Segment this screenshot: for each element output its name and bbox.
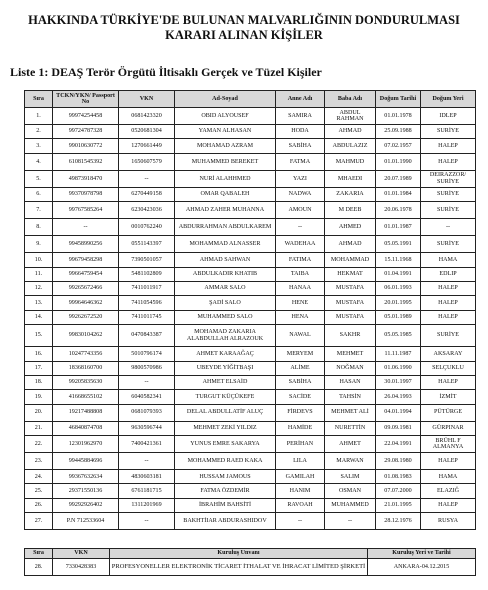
table-row bbox=[25, 236, 476, 253]
table-cell: IDLEP bbox=[421, 108, 476, 125]
table-cell: 7411011745 bbox=[119, 310, 175, 324]
table-cell: HALEP bbox=[421, 139, 476, 153]
table-cell: AHMED bbox=[325, 219, 376, 236]
column-header: VKN bbox=[53, 549, 110, 559]
table-cell: HALEP bbox=[421, 498, 476, 512]
table-cell: 10247743356 bbox=[53, 347, 119, 361]
table-row bbox=[25, 436, 476, 453]
table-cell: 01.01.1984 bbox=[376, 187, 421, 201]
column-header: Anne Adı bbox=[276, 91, 325, 108]
table-cell: M DEEB bbox=[325, 202, 376, 219]
column-header: Ad-Soyad bbox=[175, 91, 276, 108]
table-cell: NADWA bbox=[276, 187, 325, 201]
table-row bbox=[25, 347, 476, 361]
table-cell: 0470843387 bbox=[119, 325, 175, 347]
table-cell: BAKHTİIAR ABDURASHIDOV bbox=[175, 513, 276, 530]
table-cell: 01.01.1990 bbox=[376, 153, 421, 170]
persons-table bbox=[24, 90, 476, 530]
table-cell: 29371550136 bbox=[53, 484, 119, 498]
table-cell: 7. bbox=[25, 202, 53, 219]
table-cell: HAMA bbox=[421, 253, 476, 267]
table-cell: -- bbox=[119, 453, 175, 470]
table-cell: MEHMET ALİ bbox=[325, 404, 376, 421]
table-row bbox=[25, 267, 476, 281]
table-cell: 41668655102 bbox=[53, 390, 119, 404]
table-cell: ABDURRAHMAN ABDULKAREM bbox=[175, 219, 276, 236]
table-cell: MUHAMMED SALO bbox=[175, 310, 276, 324]
table-cell: NAWAL bbox=[276, 325, 325, 347]
table-cell: 49873918470 bbox=[53, 170, 119, 187]
column-header: Kuruluş Yeri ve Tarihi bbox=[368, 549, 476, 559]
table-cell: 1650607579 bbox=[119, 153, 175, 170]
table-cell: -- bbox=[53, 219, 119, 236]
column-header: VKN bbox=[119, 91, 175, 108]
table-cell: MEHMET ZEKİ YILDIZ bbox=[175, 421, 276, 435]
table-cell: 29.08.1980 bbox=[376, 453, 421, 470]
table-cell: 0010762240 bbox=[119, 219, 175, 236]
table-cell: 46840874708 bbox=[53, 421, 119, 435]
table-cell: 0551143397 bbox=[119, 236, 175, 253]
table-cell: 01.01.1987 bbox=[376, 219, 421, 236]
table-cell: 28. bbox=[25, 559, 53, 576]
document-title: HAKKINDA TÜRKİYE'DE BULUNAN MALVARLIĞININ DONDURULMASI bbox=[28, 13, 460, 27]
table-cell: PÜTÜRGE bbox=[421, 404, 476, 421]
table-row bbox=[25, 153, 476, 170]
table-row bbox=[25, 421, 476, 435]
table-cell: 13. bbox=[25, 296, 53, 310]
table-row bbox=[25, 281, 476, 295]
table-cell: DEIRAZZOR/ SURİYE bbox=[421, 170, 476, 187]
table-cell: 15.11.1968 bbox=[376, 253, 421, 267]
table-cell: RAVOAH bbox=[276, 498, 325, 512]
table-cell: MUSTAFA bbox=[325, 281, 376, 295]
table-cell: 01.06.1990 bbox=[376, 361, 421, 375]
table-cell: AHMAD ZAHER MUHANNA bbox=[175, 202, 276, 219]
table-cell: 26. bbox=[25, 498, 53, 512]
table-cell: HODA bbox=[276, 125, 325, 139]
table-cell: HUSSAM JAMOUS bbox=[175, 470, 276, 484]
table-cell: 99664759454 bbox=[53, 267, 119, 281]
table-cell: 20.01.1995 bbox=[376, 296, 421, 310]
table-cell: 7411011917 bbox=[119, 281, 175, 295]
table-cell: NURETTİN bbox=[325, 421, 376, 435]
table-cell: 23. bbox=[25, 453, 53, 470]
table-cell: P.N 712533604 bbox=[53, 513, 119, 530]
persons-table-body bbox=[25, 108, 476, 530]
table-cell: NURİ ALAHHMED bbox=[175, 170, 276, 187]
table-cell: 5. bbox=[25, 170, 53, 187]
table-row bbox=[25, 498, 476, 512]
table-cell: ABDULKADIR KHATIB bbox=[175, 267, 276, 281]
table-cell: FATMA bbox=[276, 153, 325, 170]
table-cell: 12301962970 bbox=[53, 436, 119, 453]
table-cell: 11. bbox=[25, 267, 53, 281]
table-cell: -- bbox=[119, 513, 175, 530]
table-cell: HALEP bbox=[421, 296, 476, 310]
table-cell: 9800570986 bbox=[119, 361, 175, 375]
table-cell: 99767585264 bbox=[53, 202, 119, 219]
table-row bbox=[25, 108, 476, 125]
table-cell: 2. bbox=[25, 125, 53, 139]
table-cell: 01.04.1991 bbox=[376, 267, 421, 281]
table-cell: 18. bbox=[25, 375, 53, 389]
table-cell: 07.02.1957 bbox=[376, 139, 421, 153]
table-cell: 99205835630 bbox=[53, 375, 119, 389]
table-cell: 01.08.1983 bbox=[376, 470, 421, 484]
table-cell: 99010630772 bbox=[53, 139, 119, 153]
table-cell: ANKARA-04.12.2015 bbox=[368, 559, 476, 576]
table-row bbox=[25, 513, 476, 530]
table-cell: 14. bbox=[25, 310, 53, 324]
table-cell: 99974254458 bbox=[53, 108, 119, 125]
table-cell: SURİYE bbox=[421, 325, 476, 347]
table-cell: 0520681304 bbox=[119, 125, 175, 139]
table-cell: MUHAMMED bbox=[325, 498, 376, 512]
table-cell: 99724787328 bbox=[53, 125, 119, 139]
table-cell: 12. bbox=[25, 281, 53, 295]
table-cell: İBRAHİM BAHSİTİ bbox=[175, 498, 276, 512]
table-cell: SAKHR bbox=[325, 325, 376, 347]
table-cell: 99445884696 bbox=[53, 453, 119, 470]
table-cell: 11.11.1987 bbox=[376, 347, 421, 361]
table-cell: AHMAD SAHWAN bbox=[175, 253, 276, 267]
table-cell: 7400421361 bbox=[119, 436, 175, 453]
table-cell: -- bbox=[276, 219, 325, 236]
list-title: Liste 1: DEAŞ Terör Örgütü İltisaklı Gerçek ve Tüzel Kişiler bbox=[10, 65, 322, 79]
table-cell: 99679458298 bbox=[53, 253, 119, 267]
table-cell: ALİME bbox=[276, 361, 325, 375]
table-cell: YAMAN ALHASAN bbox=[175, 125, 276, 139]
table-cell: 24. bbox=[25, 470, 53, 484]
table-cell: HALEP bbox=[421, 281, 476, 295]
table-cell: 6040582341 bbox=[119, 390, 175, 404]
table-row bbox=[25, 125, 476, 139]
table-cell: MHAEDI bbox=[325, 170, 376, 187]
table-cell: HALEP bbox=[421, 453, 476, 470]
table-row bbox=[25, 484, 476, 498]
table-cell: OBID ALYOUSEF bbox=[175, 108, 276, 125]
table-row bbox=[25, 325, 476, 347]
entities-table-body bbox=[25, 559, 476, 576]
table-cell: AHMET ELSAİD bbox=[175, 375, 276, 389]
table-cell: HAMİDE bbox=[276, 421, 325, 435]
table-cell: MEHMET bbox=[325, 347, 376, 361]
document-subtitle: KARARI ALINAN KİŞİLER bbox=[165, 28, 323, 42]
table-cell: MERYEM bbox=[276, 347, 325, 361]
column-header: Sıra bbox=[25, 549, 53, 559]
table-cell: 22. bbox=[25, 436, 53, 453]
table-cell: SURİYE bbox=[421, 202, 476, 219]
table-cell: 1. bbox=[25, 108, 53, 125]
table-cell: YAZI bbox=[276, 170, 325, 187]
table-cell: MOHAMAD AZRAM bbox=[175, 139, 276, 153]
table-cell: 99370978798 bbox=[53, 187, 119, 201]
table-cell: 04.01.1994 bbox=[376, 404, 421, 421]
table-cell: HANIM bbox=[276, 484, 325, 498]
table-cell: 99830104262 bbox=[53, 325, 119, 347]
table-cell: AMOUN bbox=[276, 202, 325, 219]
table-cell: DELAL ABDULLATİF ALUÇ bbox=[175, 404, 276, 421]
table-cell: 0681423320 bbox=[119, 108, 175, 125]
table-cell: 16. bbox=[25, 347, 53, 361]
table-cell: 99265672466 bbox=[53, 281, 119, 295]
table-cell: 6. bbox=[25, 187, 53, 201]
column-header: Doğum Yeri bbox=[421, 91, 476, 108]
table-cell: TAIBA bbox=[276, 267, 325, 281]
table-cell: -- bbox=[421, 219, 476, 236]
table-row bbox=[25, 253, 476, 267]
table-cell: 99458990256 bbox=[53, 236, 119, 253]
table-cell: SABİHA bbox=[276, 139, 325, 153]
table-cell: SURİYE bbox=[421, 125, 476, 139]
table-cell: MARWAN bbox=[325, 453, 376, 470]
table-cell: MUHAMMED BEREKET bbox=[175, 153, 276, 170]
table-cell: HANAA bbox=[276, 281, 325, 295]
table-cell: 8. bbox=[25, 219, 53, 236]
table-cell: SACİDE bbox=[276, 390, 325, 404]
table-cell: 05.01.1989 bbox=[376, 310, 421, 324]
table-row bbox=[25, 219, 476, 236]
table-cell: 01.01.1978 bbox=[376, 108, 421, 125]
table-cell: 07.07.2000 bbox=[376, 484, 421, 498]
table-cell: AHMET KARAAĞAÇ bbox=[175, 347, 276, 361]
table-cell: ABDUL RAHMAN bbox=[325, 108, 376, 125]
table-cell: 1270661449 bbox=[119, 139, 175, 153]
table-cell: OSMAN bbox=[325, 484, 376, 498]
table-cell: 22.04.1991 bbox=[376, 436, 421, 453]
entities-table bbox=[24, 548, 476, 576]
table-cell: 25. bbox=[25, 484, 53, 498]
table-cell: 3. bbox=[25, 139, 53, 153]
table-cell: SURİYE bbox=[421, 187, 476, 201]
column-header: Doğum Tarihi bbox=[376, 91, 421, 108]
table-cell: 1311201969 bbox=[119, 498, 175, 512]
table-cell: 99262672520 bbox=[53, 310, 119, 324]
table-row bbox=[25, 453, 476, 470]
table-row bbox=[25, 170, 476, 187]
table-cell: AMMAR SALO bbox=[175, 281, 276, 295]
table-cell: 27. bbox=[25, 513, 53, 530]
column-header: Kuruluş Unvanı bbox=[110, 549, 368, 559]
table-cell: 28.12.1976 bbox=[376, 513, 421, 530]
table-cell: 25.09.1988 bbox=[376, 125, 421, 139]
table-cell: GAMILAH bbox=[276, 470, 325, 484]
table-row bbox=[25, 559, 476, 576]
table-cell: YUNUS EMRE SAKARYA bbox=[175, 436, 276, 453]
table-cell: HALEP bbox=[421, 375, 476, 389]
table-cell: İZMİT bbox=[421, 390, 476, 404]
table-cell: 0681079393 bbox=[119, 404, 175, 421]
table-cell: MOHAMAD ZAKARIA ALABDULLAH ALRAZOUK bbox=[175, 325, 276, 347]
table-cell: 6270449158 bbox=[119, 187, 175, 201]
table-cell: 18368160700 bbox=[53, 361, 119, 375]
table-cell: 9. bbox=[25, 236, 53, 253]
table-cell: 17. bbox=[25, 361, 53, 375]
table-cell: RUSYA bbox=[421, 513, 476, 530]
table-cell: MUSTAFA bbox=[325, 296, 376, 310]
table-cell: AKSARAY bbox=[421, 347, 476, 361]
table-cell: MAHMUD bbox=[325, 153, 376, 170]
column-header: Sıra bbox=[25, 91, 53, 108]
table-cell: -- bbox=[276, 513, 325, 530]
table-row bbox=[25, 361, 476, 375]
entities-table-header bbox=[25, 549, 476, 559]
table-cell: 30.01.1997 bbox=[376, 375, 421, 389]
table-cell: 7390501057 bbox=[119, 253, 175, 267]
table-cell: FATMA ÖZDEMİR bbox=[175, 484, 276, 498]
table-cell: HAMA bbox=[421, 470, 476, 484]
table-cell: 26.04.1993 bbox=[376, 390, 421, 404]
table-cell: FİRDEVS bbox=[276, 404, 325, 421]
table-cell: AHMAD bbox=[325, 236, 376, 253]
table-cell: HEKMAT bbox=[325, 267, 376, 281]
table-cell: ZAKARIA bbox=[325, 187, 376, 201]
table-cell: NOĞMAN bbox=[325, 361, 376, 375]
table-cell: AHMAD bbox=[325, 125, 376, 139]
table-cell: TURGUT KÜÇÜKEFE bbox=[175, 390, 276, 404]
table-cell: BRÜHL F ALMANYA bbox=[421, 436, 476, 453]
table-cell: -- bbox=[325, 513, 376, 530]
table-cell: 6761181715 bbox=[119, 484, 175, 498]
table-cell: 19. bbox=[25, 390, 53, 404]
table-cell: EDLIP bbox=[421, 267, 476, 281]
table-row bbox=[25, 404, 476, 421]
table-cell: SURİYE bbox=[421, 236, 476, 253]
table-cell: 10. bbox=[25, 253, 53, 267]
table-cell: SAMIRA bbox=[276, 108, 325, 125]
table-cell: MUSTAFA bbox=[325, 310, 376, 324]
table-cell: SELÇUKLU bbox=[421, 361, 476, 375]
table-cell: 06.01.1993 bbox=[376, 281, 421, 295]
table-row bbox=[25, 187, 476, 201]
table-row bbox=[25, 390, 476, 404]
table-cell: 21. bbox=[25, 421, 53, 435]
column-header: TCKN/YKN/ Passport No bbox=[53, 91, 119, 108]
table-cell: MOHAMMAD ALNASSER bbox=[175, 236, 276, 253]
table-cell: SABİHA bbox=[276, 375, 325, 389]
table-cell: 20. bbox=[25, 404, 53, 421]
table-cell: 61081545392 bbox=[53, 153, 119, 170]
table-cell: TAHSİN bbox=[325, 390, 376, 404]
table-row bbox=[25, 310, 476, 324]
table-cell: MOHAMMAD bbox=[325, 253, 376, 267]
table-cell: HENA bbox=[276, 310, 325, 324]
table-cell: 20.06.1978 bbox=[376, 202, 421, 219]
table-cell: 21.01.1995 bbox=[376, 498, 421, 512]
table-cell: 4. bbox=[25, 153, 53, 170]
table-cell: 15. bbox=[25, 325, 53, 347]
table-cell: HALEP bbox=[421, 310, 476, 324]
table-cell: 99964646362 bbox=[53, 296, 119, 310]
table-cell: 99367632634 bbox=[53, 470, 119, 484]
table-cell: 19217488808 bbox=[53, 404, 119, 421]
table-cell: FATIMA bbox=[276, 253, 325, 267]
table-cell: PROFESYONELLER ELEKTRONİK TİCARET İTHALAT VE İHRACAT LİMİTED ŞİRKETİ bbox=[110, 559, 368, 576]
persons-table-header bbox=[25, 91, 476, 108]
table-cell: UBEYDE YİĞİTBAŞI bbox=[175, 361, 276, 375]
table-cell: 4830603181 bbox=[119, 470, 175, 484]
column-header: Baba Adı bbox=[325, 91, 376, 108]
table-cell: MOHAMMED RAED KAKA bbox=[175, 453, 276, 470]
table-cell: 7330428383 bbox=[53, 559, 110, 576]
table-row bbox=[25, 375, 476, 389]
table-cell: 20.07.1989 bbox=[376, 170, 421, 187]
table-row bbox=[25, 470, 476, 484]
table-cell: 05.05.1991 bbox=[376, 236, 421, 253]
table-cell: -- bbox=[119, 375, 175, 389]
table-cell: 5010796174 bbox=[119, 347, 175, 361]
table-cell: 05.05.1985 bbox=[376, 325, 421, 347]
table-cell: ELAZIĞ bbox=[421, 484, 476, 498]
table-cell: 5481102809 bbox=[119, 267, 175, 281]
table-cell: 99292926402 bbox=[53, 498, 119, 512]
table-cell: 09.09.1981 bbox=[376, 421, 421, 435]
table-row bbox=[25, 202, 476, 219]
table-cell: ŞADİ SALO bbox=[175, 296, 276, 310]
table-cell: PERİHAN bbox=[276, 436, 325, 453]
table-cell: HALEP bbox=[421, 153, 476, 170]
table-cell: OMAR QABALEH bbox=[175, 187, 276, 201]
table-cell: HASAN bbox=[325, 375, 376, 389]
table-cell: ABDULAZIZ bbox=[325, 139, 376, 153]
table-cell: -- bbox=[119, 170, 175, 187]
table-row bbox=[25, 296, 476, 310]
table-cell: SALIM bbox=[325, 470, 376, 484]
table-cell: AHMET bbox=[325, 436, 376, 453]
table-cell: WADEHAA bbox=[276, 236, 325, 253]
table-cell: LILA bbox=[276, 453, 325, 470]
table-cell: HENE bbox=[276, 296, 325, 310]
table-cell: GÜRPINAR bbox=[421, 421, 476, 435]
table-row bbox=[25, 139, 476, 153]
table-cell: 7411054596 bbox=[119, 296, 175, 310]
table-cell: 9630596744 bbox=[119, 421, 175, 435]
table-cell: 6230423036 bbox=[119, 202, 175, 219]
